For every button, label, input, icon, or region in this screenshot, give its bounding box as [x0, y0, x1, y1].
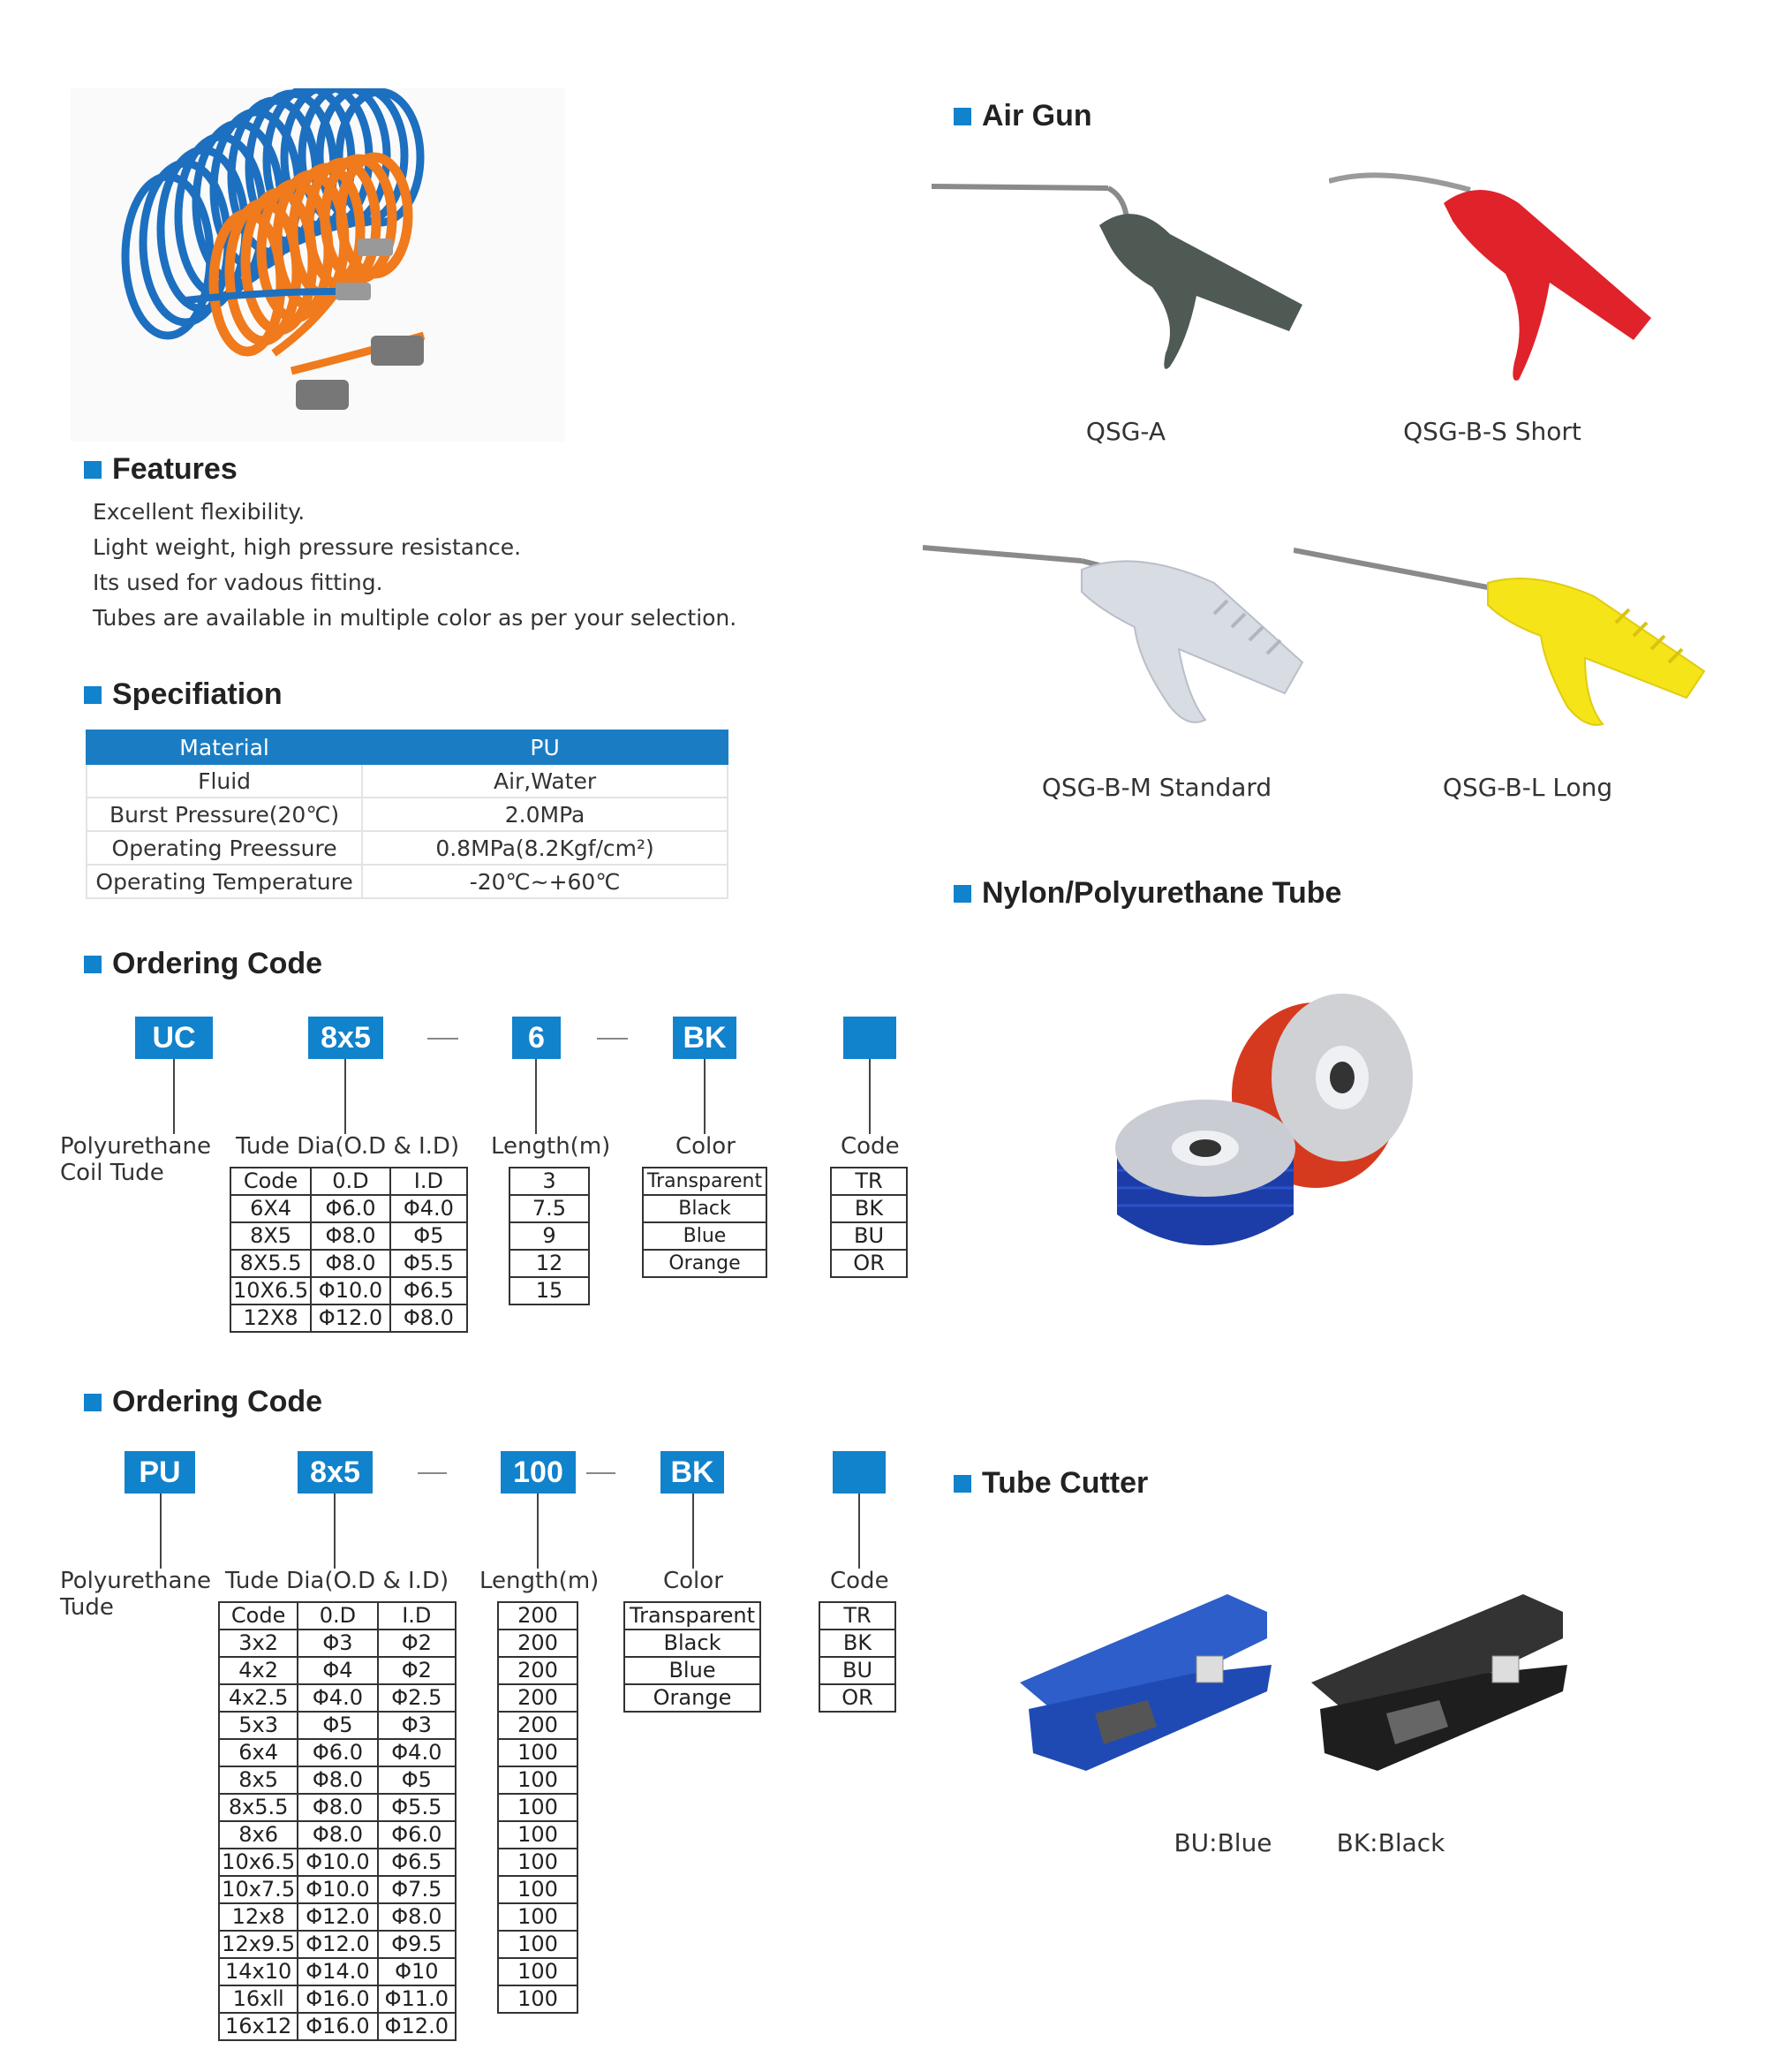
- label-type-line: Tude: [60, 1594, 114, 1621]
- table-cell: Φ10.0: [298, 1876, 377, 1903]
- leader-line: [160, 1494, 162, 1569]
- table-cell: TR: [819, 1602, 895, 1630]
- spec-key: Material: [87, 730, 362, 764]
- code-badge-length: 6: [512, 1017, 561, 1059]
- air-gun-yellow-image: [1294, 534, 1709, 733]
- table-cell: 8x5.5: [219, 1794, 298, 1821]
- table-cell: Orange: [624, 1684, 760, 1712]
- table-row: [509, 1222, 589, 1250]
- table-cell: 4x2: [219, 1657, 298, 1684]
- table-cell: 12: [509, 1250, 589, 1277]
- features-title: Features: [112, 452, 238, 486]
- section-bullet-icon: [954, 108, 971, 125]
- label-type-line: Polyurethane: [60, 1568, 211, 1594]
- table-row: [509, 1277, 589, 1304]
- table-cell: 12x8: [219, 1903, 298, 1931]
- table-cell: Φ4.0: [298, 1684, 377, 1712]
- code-badge-extra: [833, 1451, 886, 1494]
- table-cell: Φ5: [298, 1712, 377, 1739]
- code-table-1: [830, 1167, 908, 1278]
- table-cell: Φ8.0: [390, 1304, 467, 1332]
- table-cell: 100: [498, 1931, 577, 1958]
- tube-cutter-caption: BU:Blue: [1174, 1828, 1272, 1857]
- table-cell: 3: [509, 1168, 589, 1195]
- table-row: [498, 1602, 577, 1630]
- table-row: [230, 1277, 467, 1304]
- code-badge-color: BK: [673, 1017, 736, 1059]
- table-cell: Code: [230, 1168, 311, 1195]
- color-table-1: [642, 1167, 767, 1278]
- table-cell: Φ4: [298, 1657, 377, 1684]
- table-cell: Φ5: [378, 1766, 456, 1794]
- table-cell: 15: [509, 1277, 589, 1304]
- table-row: [219, 1794, 456, 1821]
- section-bullet-icon: [84, 686, 102, 704]
- table-cell: OR: [819, 1684, 895, 1712]
- tube-cutter-caption: BK:Black: [1336, 1828, 1445, 1857]
- label-type: [60, 1133, 211, 1186]
- coil-hose-image: [71, 88, 565, 442]
- label-color: Color: [675, 1133, 736, 1160]
- leader-line: [344, 1059, 346, 1134]
- table-row: [219, 1630, 456, 1657]
- table-row: [831, 1195, 907, 1222]
- table-row: [219, 1821, 456, 1849]
- leader-line: [869, 1059, 871, 1134]
- ordering-code-1-heading: [84, 947, 322, 981]
- features-list: [93, 495, 736, 636]
- table-cell: Φ11.0: [378, 1985, 456, 2013]
- table-row: [498, 1985, 577, 2013]
- table-cell: I.D: [390, 1168, 467, 1195]
- table-row: [831, 1222, 907, 1250]
- table-cell: OR: [831, 1250, 907, 1277]
- spec-key: Burst Pressure(20℃): [87, 798, 362, 831]
- length-table-2: [497, 1601, 578, 2014]
- table-row: [509, 1250, 589, 1277]
- table-cell: Φ6.0: [378, 1821, 456, 1849]
- table-cell: 0.D: [311, 1168, 390, 1195]
- table-cell: 100: [498, 1821, 577, 1849]
- table-row: [498, 1931, 577, 1958]
- leader-line: [692, 1494, 694, 1569]
- color-table-2: [623, 1601, 761, 1713]
- air-gun-caption: QSG-B-S Short: [1403, 417, 1581, 446]
- separator-dash: [597, 1038, 628, 1040]
- section-bullet-icon: [954, 885, 971, 903]
- table-cell: BK: [831, 1195, 907, 1222]
- table-cell: 16xll: [219, 1985, 298, 2013]
- air-gun-red-image: [1329, 159, 1664, 389]
- table-cell: 100: [498, 1985, 577, 2013]
- spec-row: [87, 865, 728, 898]
- code-table-2: [819, 1601, 896, 1713]
- table-row: [498, 1903, 577, 1931]
- tube-cutter-blue-image: [1015, 1585, 1276, 1788]
- table-row: [498, 1712, 577, 1739]
- feature-line: Light weight, high pressure resistance.: [93, 534, 522, 560]
- table-cell: 14x10: [219, 1958, 298, 1985]
- table-cell: 0.D: [298, 1602, 377, 1630]
- table-row: [219, 1766, 456, 1794]
- table-row: [624, 1657, 760, 1684]
- table-cell: 100: [498, 1766, 577, 1794]
- specification-table: [86, 730, 728, 899]
- leader-line: [334, 1494, 336, 1569]
- section-bullet-icon: [84, 1394, 102, 1411]
- spec-row: [87, 831, 728, 865]
- table-row: [498, 1657, 577, 1684]
- label-color: Color: [663, 1568, 723, 1594]
- spec-row: [87, 730, 728, 764]
- table-cell: Φ12.0: [298, 1903, 377, 1931]
- table-cell: Φ6.5: [390, 1277, 467, 1304]
- table-cell: Φ8.0: [298, 1821, 377, 1849]
- label-type-line: Coil Tude: [60, 1160, 164, 1186]
- table-cell: Transparent: [624, 1602, 760, 1630]
- table-cell: Code: [219, 1602, 298, 1630]
- table-row: [219, 1903, 456, 1931]
- specification-title: Specifiation: [112, 677, 283, 711]
- table-cell: Φ6.0: [298, 1739, 377, 1766]
- table-row: [219, 1876, 456, 1903]
- table-cell: 10x7.5: [219, 1876, 298, 1903]
- air-gun-white-image: [923, 530, 1311, 733]
- table-cell: 10X6.5: [230, 1277, 311, 1304]
- section-bullet-icon: [84, 461, 102, 479]
- table-cell: Φ8.0: [311, 1222, 390, 1250]
- feature-line: Tubes are available in multiple color as per your selection.: [93, 605, 737, 631]
- table-cell: Φ8.0: [298, 1766, 377, 1794]
- tube-cutter-black-image: [1307, 1585, 1572, 1788]
- table-row: [219, 1739, 456, 1766]
- spec-value: Air,Water: [362, 764, 728, 798]
- table-cell: Φ6.0: [311, 1195, 390, 1222]
- table-cell: Φ12.0: [298, 1931, 377, 1958]
- table-row: [230, 1250, 467, 1277]
- label-code: Code: [841, 1133, 900, 1160]
- separator-dash: [418, 1472, 447, 1474]
- table-cell: Black: [624, 1630, 760, 1657]
- table-cell: 3x2: [219, 1630, 298, 1657]
- table-cell: 200: [498, 1684, 577, 1712]
- label-type: [60, 1568, 211, 1621]
- code-badge-type: UC: [135, 1017, 213, 1059]
- separator-dash: [586, 1472, 615, 1474]
- table-row: [819, 1630, 895, 1657]
- table-cell: 8x5: [219, 1766, 298, 1794]
- leader-line: [537, 1494, 539, 1569]
- table-cell: Φ5.5: [378, 1794, 456, 1821]
- spec-value: -20℃~+60℃: [362, 865, 728, 898]
- label-type-line: Polyurethane: [60, 1133, 211, 1160]
- feature-line: Its used for vadous fitting.: [93, 570, 383, 595]
- table-cell: Φ2.5: [378, 1684, 456, 1712]
- table-cell: Φ3: [378, 1712, 456, 1739]
- table-cell: 16x12: [219, 2013, 298, 2040]
- table-cell: Φ2: [378, 1630, 456, 1657]
- table-row: [219, 1849, 456, 1876]
- code-badge-extra: [843, 1017, 896, 1059]
- table-cell: 100: [498, 1903, 577, 1931]
- table-row: [643, 1250, 766, 1277]
- nylon-tube-title: Nylon/Polyurethane Tube: [982, 876, 1342, 910]
- table-cell: 6x4: [219, 1739, 298, 1766]
- spec-key: Operating Preessure: [87, 831, 362, 865]
- table-row: [509, 1195, 589, 1222]
- spec-row: [87, 764, 728, 798]
- table-row: [498, 1630, 577, 1657]
- table-cell: Φ6.5: [378, 1849, 456, 1876]
- table-row: [498, 1876, 577, 1903]
- table-row: [219, 1985, 456, 2013]
- spec-value: 2.0MPa: [362, 798, 728, 831]
- table-cell: 200: [498, 1630, 577, 1657]
- table-cell: Φ4.0: [390, 1195, 467, 1222]
- length-table-1: [509, 1167, 590, 1305]
- table-cell: Φ5: [390, 1222, 467, 1250]
- table-cell: Φ2: [378, 1657, 456, 1684]
- table-cell: Φ14.0: [298, 1958, 377, 1985]
- table-cell: 6X4: [230, 1195, 311, 1222]
- table-row: [498, 1849, 577, 1876]
- spec-key: Operating Temperature: [87, 865, 362, 898]
- nylon-tube-heading: [954, 876, 1341, 911]
- dia-table-1: [230, 1167, 468, 1333]
- table-row: [498, 1739, 577, 1766]
- air-gun-caption: QSG-B-M Standard: [1041, 773, 1272, 802]
- table-row: [219, 1712, 456, 1739]
- features-heading: [84, 452, 238, 487]
- table-cell: Φ16.0: [298, 1985, 377, 2013]
- table-row: [498, 1684, 577, 1712]
- ordering-code-title: Ordering Code: [112, 947, 323, 980]
- table-cell: Φ12.0: [311, 1304, 390, 1332]
- table-cell: Φ8.0: [311, 1250, 390, 1277]
- table-cell: BU: [831, 1222, 907, 1250]
- tube-cutter-heading: [954, 1466, 1148, 1501]
- leader-line: [535, 1059, 537, 1134]
- spec-key: Fluid: [87, 764, 362, 798]
- code-badge-color: BK: [660, 1451, 724, 1494]
- table-cell: 7.5: [509, 1195, 589, 1222]
- table-cell: BK: [819, 1630, 895, 1657]
- code-badge-type: PU: [125, 1451, 195, 1494]
- table-cell: 100: [498, 1876, 577, 1903]
- table-row: [643, 1168, 766, 1195]
- table-cell: Φ5.5: [390, 1250, 467, 1277]
- leader-line: [858, 1494, 860, 1569]
- table-cell: Orange: [643, 1250, 766, 1277]
- label-length: Length(m): [479, 1568, 600, 1594]
- label-dia: Tude Dia(O.D & I.D): [236, 1133, 460, 1160]
- table-row: [219, 1958, 456, 1985]
- air-gun-gray-image: [932, 172, 1302, 380]
- table-row: [498, 1958, 577, 1985]
- table-cell: 12X8: [230, 1304, 311, 1332]
- label-code: Code: [830, 1568, 889, 1594]
- table-row: [230, 1168, 467, 1195]
- air-gun-heading: [954, 99, 1092, 133]
- table-cell: 8X5.5: [230, 1250, 311, 1277]
- table-cell: Φ16.0: [298, 2013, 377, 2040]
- table-row: [831, 1250, 907, 1277]
- table-row: [819, 1657, 895, 1684]
- table-cell: Black: [643, 1195, 766, 1222]
- table-row: [819, 1684, 895, 1712]
- table-cell: 100: [498, 1849, 577, 1876]
- table-cell: Φ7.5: [378, 1876, 456, 1903]
- table-row: [624, 1684, 760, 1712]
- table-cell: 100: [498, 1739, 577, 1766]
- table-row: [498, 1794, 577, 1821]
- table-row: [230, 1222, 467, 1250]
- table-cell: Φ12.0: [378, 2013, 456, 2040]
- table-row: [219, 1602, 456, 1630]
- ordering-code-2-heading: [84, 1385, 322, 1419]
- table-cell: 8X5: [230, 1222, 311, 1250]
- dia-table-2: [218, 1601, 457, 2041]
- leader-line: [704, 1059, 706, 1134]
- separator-dash: [427, 1038, 458, 1040]
- table-cell: 12x9.5: [219, 1931, 298, 1958]
- table-cell: Φ10.0: [298, 1849, 377, 1876]
- feature-line: Excellent flexibility.: [93, 499, 306, 525]
- table-cell: Φ8.0: [298, 1794, 377, 1821]
- code-badge-length: 100: [501, 1451, 576, 1494]
- table-row: [498, 1821, 577, 1849]
- table-cell: 200: [498, 1712, 577, 1739]
- table-cell: 9: [509, 1222, 589, 1250]
- table-cell: 100: [498, 1958, 577, 1985]
- tube-cutter-title: Tube Cutter: [982, 1466, 1149, 1500]
- table-cell: 100: [498, 1794, 577, 1821]
- table-cell: Φ9.5: [378, 1931, 456, 1958]
- table-cell: 5x3: [219, 1712, 298, 1739]
- table-cell: Blue: [624, 1657, 760, 1684]
- table-row: [643, 1222, 766, 1250]
- table-row: [819, 1602, 895, 1630]
- air-gun-caption: QSG-A: [1085, 417, 1166, 446]
- table-cell: Φ8.0: [378, 1903, 456, 1931]
- spec-value: 0.8MPa(8.2Kgf/cm²): [362, 831, 728, 865]
- leader-line: [173, 1059, 175, 1134]
- table-cell: Φ4.0: [378, 1739, 456, 1766]
- table-row: [230, 1195, 467, 1222]
- code-badge-dia: 8x5: [308, 1017, 383, 1059]
- air-gun-caption: QSG-B-L Long: [1442, 773, 1613, 802]
- table-cell: TR: [831, 1168, 907, 1195]
- tube-reels-image: [1108, 967, 1479, 1267]
- table-cell: Transparent: [643, 1168, 766, 1195]
- table-cell: BU: [819, 1657, 895, 1684]
- spec-row: [87, 798, 728, 831]
- label-length: Length(m): [491, 1133, 611, 1160]
- table-row: [219, 2013, 456, 2040]
- table-row: [219, 1931, 456, 1958]
- section-bullet-icon: [954, 1475, 971, 1493]
- table-cell: Blue: [643, 1222, 766, 1250]
- specification-heading: [84, 677, 283, 712]
- table-cell: 10x6.5: [219, 1849, 298, 1876]
- spec-value: PU: [362, 730, 728, 764]
- label-dia: Tude Dia(O.D & I.D): [225, 1568, 449, 1594]
- table-row: [219, 1657, 456, 1684]
- code-badge-dia: 8x5: [298, 1451, 373, 1494]
- table-cell: Φ3: [298, 1630, 377, 1657]
- table-cell: 8x6: [219, 1821, 298, 1849]
- table-row: [509, 1168, 589, 1195]
- table-row: [624, 1602, 760, 1630]
- table-cell: 200: [498, 1602, 577, 1630]
- ordering-code-title: Ordering Code: [112, 1385, 323, 1418]
- table-row: [831, 1168, 907, 1195]
- air-gun-title: Air Gun: [982, 99, 1092, 132]
- table-cell: 200: [498, 1657, 577, 1684]
- table-row: [498, 1766, 577, 1794]
- table-cell: 4x2.5: [219, 1684, 298, 1712]
- table-cell: Φ10: [378, 1958, 456, 1985]
- section-bullet-icon: [84, 956, 102, 973]
- table-cell: Φ10.0: [311, 1277, 390, 1304]
- table-row: [230, 1304, 467, 1332]
- table-cell: I.D: [378, 1602, 456, 1630]
- table-row: [643, 1195, 766, 1222]
- table-row: [219, 1684, 456, 1712]
- table-row: [624, 1630, 760, 1657]
